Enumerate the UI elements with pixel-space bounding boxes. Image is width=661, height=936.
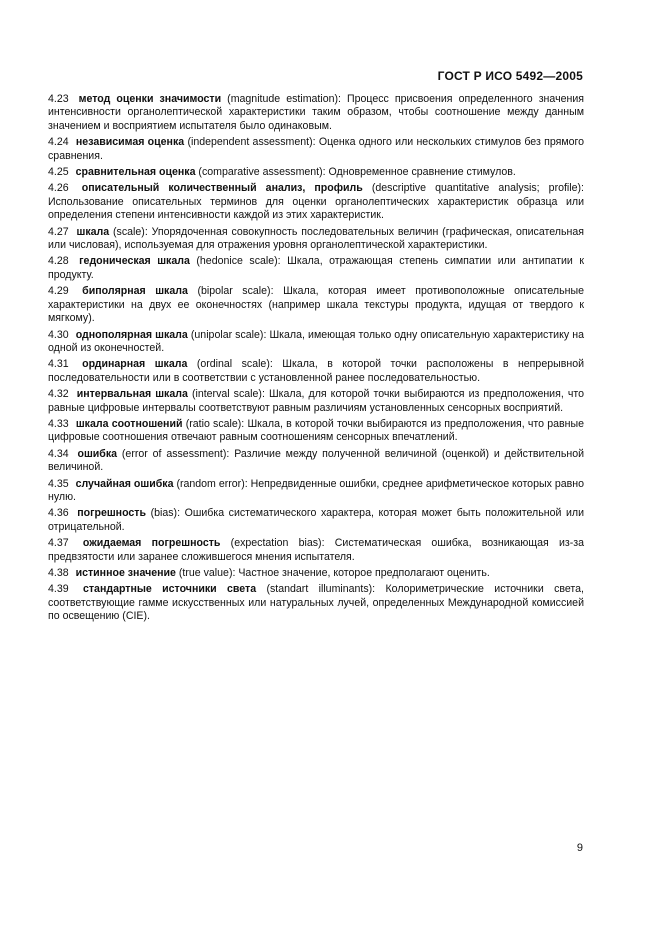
entry-number: 4.37 <box>48 537 69 550</box>
entry-definition: Систематическая ошибка, возникающая из-за предвзятости или заранее сложившегося мнения испытателя. <box>48 537 584 563</box>
entry-number: 4.28 <box>48 255 69 268</box>
entry-term: интервальная шкала <box>76 388 188 401</box>
entry-number: 4.27 <box>48 225 69 238</box>
definition-entry-4-29 <box>48 285 584 325</box>
entry-english: (true value): <box>178 567 236 579</box>
definition-entry-4-28 <box>48 255 584 282</box>
entry-term: метод оценки значимости <box>78 93 222 105</box>
entry-definition: Шкала, в которой точки расположены в непрерывной последовательности или в соответствии с установленной ранее последовательностью. <box>48 358 584 384</box>
definition-entry-4-27 <box>48 226 584 253</box>
entry-english: (magnitude estimation): <box>227 93 341 105</box>
entry-english: (bias): <box>150 507 181 520</box>
definition-entry-4-24 <box>48 136 584 163</box>
entry-english: (standart illuminants): <box>266 583 376 596</box>
definition-entry-4-38 <box>48 567 584 580</box>
entry-number: 4.36 <box>48 507 69 520</box>
entry-term: однополярная шкала <box>75 328 188 341</box>
entry-definition: Упорядоченная совокупность последовательных величин (графическая, описательная или числовая), используемая для отражения уровня органолептической характеристики. <box>48 225 584 252</box>
entry-definition: Использование описательных терминов для оценки органолептических характеристик образца или определения степени интенсивности каждой из этих характеристик. <box>48 195 584 222</box>
definition-entry-4-39 <box>48 583 584 623</box>
entry-term: шкала соотношений <box>75 417 183 430</box>
entry-number: 4.24 <box>48 136 69 149</box>
entry-english: (expectation bias): <box>230 537 325 550</box>
entry-number: 4.33 <box>48 417 69 430</box>
document-header: ГОСТ Р ИСО 5492—2005 <box>437 69 583 83</box>
entry-number: 4.38 <box>48 567 69 579</box>
definition-entry-4-31 <box>48 358 584 385</box>
definition-entry-4-32 <box>48 388 584 415</box>
entry-term: ожидаемая погрешность <box>82 537 221 550</box>
definition-entry-4-37 <box>48 537 584 564</box>
entry-definition: Частное значение, которое предполагают оценить. <box>238 567 490 579</box>
entry-definition: Различие между полученной величиной (оценкой) и действительной величиной. <box>48 447 585 474</box>
entry-number: 4.26 <box>48 182 69 195</box>
definition-entry-4-35 <box>48 478 584 505</box>
entry-number: 4.30 <box>48 328 69 341</box>
entry-definition: Шкала, отражающая степень симпатии или антипатии к продукту. <box>48 255 584 281</box>
entry-number: 4.29 <box>48 285 69 298</box>
entry-number: 4.25 <box>48 166 69 179</box>
entry-definition: Шкала, которая имеет противоположные описательные характеристики на двух ее оконечностях (например шкала текстуры продукта, идущая от твердого к мягкому). <box>48 285 584 325</box>
entry-definition: Процесс присвоения определенного значения интенсивности органолептической характеристики таким образом, чтобы соотношение между данным значением и восприятием испытателя было одинаковым. <box>48 93 584 132</box>
entry-english: (interval scale): <box>191 388 265 401</box>
definition-entry-4-33 <box>48 418 584 445</box>
definition-entry-4-36 <box>48 507 584 534</box>
entry-definition: Оценка одного или нескольких стимулов без прямого сравнения. <box>48 136 585 162</box>
entry-english: (error of assessment): <box>121 447 230 460</box>
definition-entry-4-30 <box>48 329 584 356</box>
entry-english: (ordinal scale): <box>196 358 273 371</box>
entry-term: описательный количественный анализ, профиль <box>81 182 363 195</box>
entry-english: (random error): <box>176 477 248 490</box>
entry-english: (descriptive quantitative analysis; profile): <box>371 182 584 195</box>
entry-definition: Ошибка систематического характера, которая может быть положительной или отрицательной. <box>48 507 584 533</box>
entry-english: (comparative assessment): <box>198 166 326 179</box>
entry-number: 4.32 <box>48 388 69 401</box>
definition-entry-4-34 <box>48 448 584 475</box>
entry-number: 4.35 <box>48 477 69 490</box>
entry-term: гедоническая шкала <box>79 255 190 268</box>
entry-english: (bipolar scale): <box>197 285 274 298</box>
entry-definition: Одновременное сравнение стимулов. <box>328 166 516 179</box>
entry-term: стандартные источники света <box>82 583 257 596</box>
definitions-list <box>48 93 584 627</box>
entry-term: сравнительная оценка <box>75 166 196 179</box>
entry-definition: Шкала, в которой точки выбираются из предположения, что равные цифровые соотношения отвечают равным соотношениям сенсорных впечатлений. <box>48 417 584 444</box>
definition-entry-4-23 <box>48 93 584 133</box>
entry-term: биполярная шкала <box>82 285 188 298</box>
entry-english: (independent assessment): <box>187 136 316 149</box>
entry-term: погрешность <box>77 507 147 520</box>
entry-term: случайная ошибка <box>75 477 174 490</box>
entry-term: независимая оценка <box>75 136 185 149</box>
entry-number: 4.31 <box>48 358 69 371</box>
entry-term: шкала <box>76 225 110 238</box>
entry-english: (ratio scale): <box>185 417 245 430</box>
entry-definition: Непредвиденные ошибки, среднее арифметическое которых равно нулю. <box>48 477 584 503</box>
definition-entry-4-26 <box>48 182 584 222</box>
entry-number: 4.23 <box>48 93 69 105</box>
entry-term: ошибка <box>77 447 118 460</box>
entry-definition: Колориметрические источники света, соответствующие гамме искусственных или натуральных лучей, определенных Международной комиссией по освещению (CIE). <box>48 583 584 623</box>
entry-number: 4.39 <box>48 583 69 596</box>
definition-entry-4-25 <box>48 166 584 179</box>
entry-english: (unipolar scale): <box>190 328 267 341</box>
entry-term: ординарная шкала <box>82 358 188 371</box>
entry-definition: Шкала, для которой точки выбираются из предположения, что равные цифровые интервалы соответствуют равным различиям установленных сенсорных восприятий. <box>48 388 584 414</box>
entry-number: 4.34 <box>48 447 69 460</box>
entry-english: (hedonice scale): <box>196 255 281 268</box>
entry-definition: Шкала, имеющая только одну описательную характеристику на одной из оконечностей. <box>48 328 584 354</box>
entry-term: истинное значение <box>75 567 176 579</box>
entry-english: (scale): <box>113 225 148 238</box>
page-number: 9 <box>576 842 583 854</box>
